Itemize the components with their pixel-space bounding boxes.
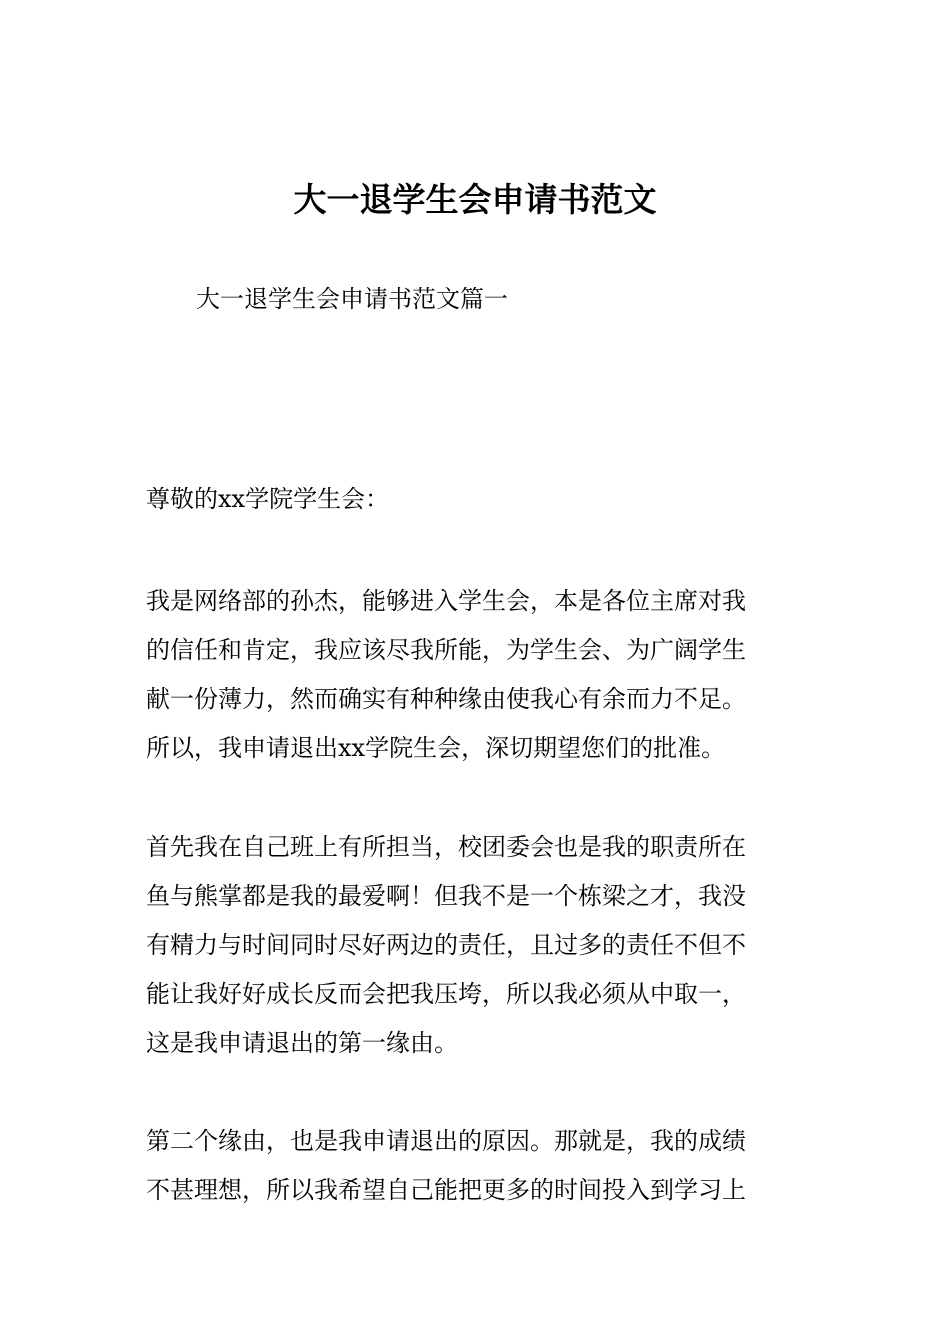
- paragraph-line: 能让我好好成长反而会把我压垮，所以我必须从中取一，: [146, 980, 746, 1008]
- paragraph-3: [146, 1117, 808, 1215]
- paragraph-line: 献一份薄力，然而确实有种种缘由使我心有余而力不足。: [146, 685, 746, 713]
- document-subtitle: 大一退学生会申请书范文篇一: [196, 285, 508, 313]
- paragraph-line: 我是网络部的孙杰，能够进入学生会，本是各位主席对我: [146, 587, 746, 615]
- paragraph-line: 第二个缘由，也是我申请退出的原因。那就是，我的成绩: [146, 1127, 746, 1155]
- paragraph-1: [146, 577, 808, 773]
- paragraph-line: 有精力与时间同时尽好两边的责任，且过多的责任不但不: [146, 931, 746, 959]
- paragraph-line: 所以，我申请退出xx学院生会，深切期望您们的批准。: [146, 734, 726, 762]
- paragraph-2: [146, 823, 808, 1068]
- paragraph-line: 鱼与熊掌都是我的最爱啊！但我不是一个栋梁之才，我没: [146, 882, 746, 910]
- paragraph-line: 首先我在自己班上有所担当，校团委会也是我的职责所在: [146, 833, 746, 861]
- document-title: 大一退学生会申请书范文: [293, 180, 657, 219]
- letter-salutation: 尊敬的xx学院学生会：: [146, 485, 390, 513]
- paragraph-line: 的信任和肯定，我应该尽我所能，为学生会、为广阔学生: [146, 636, 746, 664]
- paragraph-line: 不甚理想，所以我希望自己能把更多的时间投入到学习上: [146, 1176, 746, 1204]
- paragraph-line: 这是我申请退出的第一缘由。: [146, 1029, 458, 1057]
